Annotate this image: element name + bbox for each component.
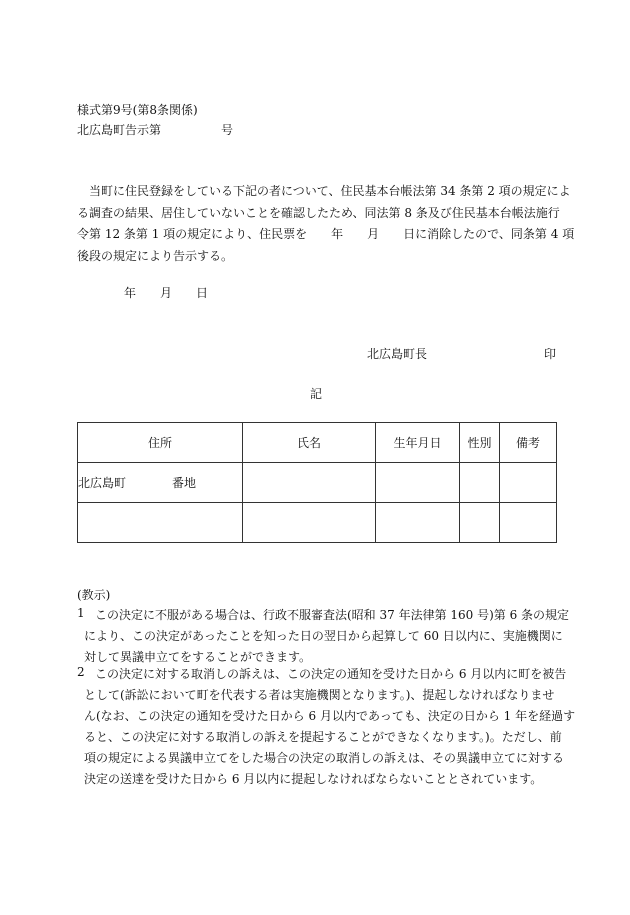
instruction-number: 1 bbox=[77, 606, 85, 620]
column-header-remarks: 備考 bbox=[500, 423, 557, 463]
body-line: る調査の結果、居住していないことを確認したため、同法第 8 条及び住民基本台帳法施行 bbox=[77, 206, 560, 220]
table-header-row bbox=[78, 423, 557, 463]
date-line: 年 月 日 bbox=[124, 286, 209, 300]
column-header-name: 氏名 bbox=[243, 423, 376, 463]
column-header-sex: 性別 bbox=[460, 423, 500, 463]
instruction-line: として(訴訟において町を代表する者は実施機関となります。)、提起しなければなりませ bbox=[84, 688, 555, 702]
address-cell bbox=[78, 503, 243, 543]
instruction-item-1 bbox=[77, 606, 570, 666]
body-line: 当町に住民登録をしている下記の者について、住民基本台帳法第 34 条第 2 項の規定によ bbox=[77, 184, 571, 198]
instruction-line: この決定に対する取消しの訴えは、この決定の通知を受けた日から 6 月以内に町を被告 bbox=[95, 667, 567, 681]
birthdate-cell bbox=[376, 463, 460, 503]
mayor-title: 北広島町長 bbox=[367, 347, 428, 361]
instruction-line: ると、この決定に対する取消しの訴えを提起することができなくなります。)。ただし、前 bbox=[84, 730, 562, 744]
remarks-cell bbox=[500, 503, 557, 543]
instruction-line: ん(なお、この決定の通知を受けた日から 6 月以内であっても、決定の日から 1 年を経過す bbox=[84, 709, 576, 723]
sex-cell bbox=[460, 503, 500, 543]
instruction-line: この決定に不服がある場合は、行政不服審査法(昭和 37 年法律第 160 号)第 6 条の規定 bbox=[95, 608, 570, 622]
notice-number: 北広島町告示第 号 bbox=[77, 123, 234, 137]
ki-heading: 記 bbox=[310, 387, 323, 401]
table-row bbox=[78, 463, 557, 503]
instruction-number: 2 bbox=[77, 665, 85, 679]
form-number: 様式第9号(第8条関係) bbox=[77, 103, 198, 117]
instruction-item-2 bbox=[77, 665, 576, 791]
address-town: 北広島町 bbox=[78, 476, 127, 490]
column-header-birthdate: 生年月日 bbox=[376, 423, 460, 463]
column-header-address: 住所 bbox=[78, 423, 243, 463]
instruction-line: により、この決定があったことを知った日の翌日から起算して 60 日以内に、実施機関に bbox=[84, 629, 563, 643]
sex-cell bbox=[460, 463, 500, 503]
name-cell bbox=[243, 503, 376, 543]
body-line: 後段の規定により告示する。 bbox=[77, 249, 234, 263]
body-line: 令第 12 条第 1 項の規定により、住民票を 年 月 日に消除したので、同条第 4 項 bbox=[77, 227, 575, 241]
address-suffix: 番地 bbox=[172, 476, 197, 490]
address-cell bbox=[78, 463, 243, 503]
register-table bbox=[77, 422, 557, 543]
instructions-heading: (教示) bbox=[77, 588, 111, 602]
instruction-line: 決定の送達を受けた日から 6 月以内に提起しなければならないこととされています。 bbox=[84, 772, 543, 786]
birthdate-cell bbox=[376, 503, 460, 543]
instruction-line: 項の規定による異議申立てをした場合の決定の取消しの訴えは、その異議申立てに対する bbox=[84, 751, 565, 765]
instruction-line: 対して異議申立てをすることができます。 bbox=[84, 650, 312, 664]
seal-mark: 印 bbox=[544, 347, 557, 361]
remarks-cell bbox=[500, 463, 557, 503]
name-cell bbox=[243, 463, 376, 503]
table-row bbox=[78, 503, 557, 543]
